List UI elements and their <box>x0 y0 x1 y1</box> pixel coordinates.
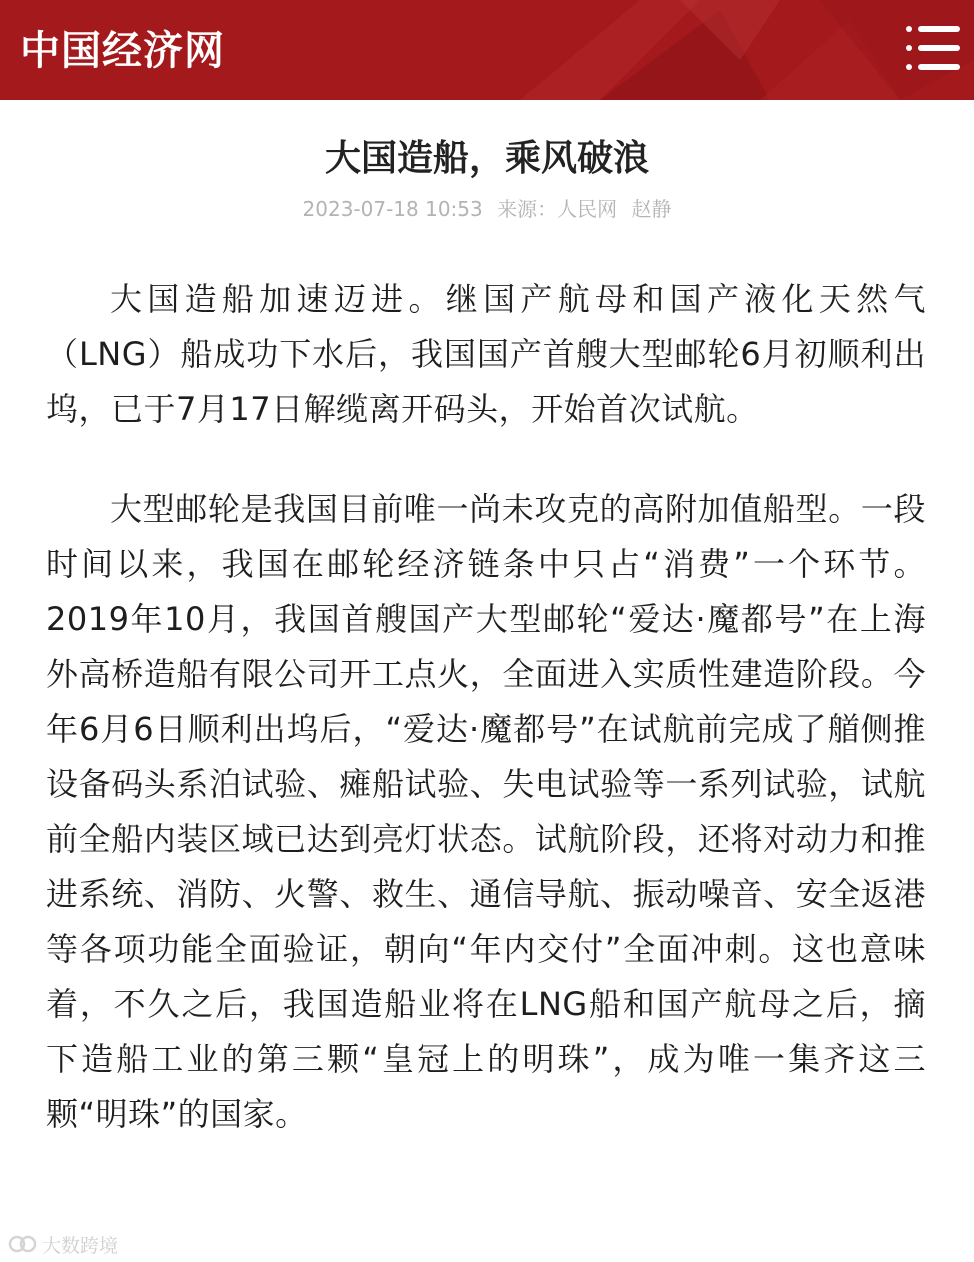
article-meta <box>0 194 974 224</box>
site-logo[interactable]: 中国经济网 <box>20 27 225 74</box>
article-paragraph: 大国造船加速迈进。继国产航母和国产液化天然气（LNG）船成功下水后，我国国产首艘大型邮轮6月初顺利出坞，已于7月17日解缆离开码头，开始首次试航。 <box>46 280 926 428</box>
watermark-text: 大数跨境 <box>42 1234 119 1257</box>
watermark <box>8 1230 118 1258</box>
article-date: 2023-07-18 10:53 <box>302 197 483 221</box>
article-body <box>46 272 926 1142</box>
article-source: 来源：人民网 <box>497 197 618 221</box>
article-title: 大国造船，乘风破浪 <box>324 138 649 179</box>
article-author: 赵静 <box>631 197 672 221</box>
site-header <box>0 0 974 100</box>
hamburger-menu-icon <box>904 22 962 74</box>
menu-button[interactable] <box>904 22 962 74</box>
watermark-logo-icon <box>8 1233 38 1255</box>
article-paragraph: 大型邮轮是我国目前唯一尚未攻克的高附加值船型。一段时间以来，我国在邮轮经济链条中只占“消费”一个环节。2019年10月，我国首艘国产大型邮轮“爱达·魔都号”在上海外高桥造船有限公司开工点火，全面进入实质性建造阶段。今年6月6日顺利出坞后，“爱达·魔都号”在试航前完成了艏侧推设备码头系泊试验、瘫船试验、失电试验等一系列试验，试航前全船内装区域已达到亮灯状态。试航阶段，还将对动力和推进系统、消防、火警、救生、通信导航、振动噪音、安全返港等各项功能全面验证，朝向“年内交付”全面冲刺。这也意味着，不久之后，我国造船业将在LNG船和国产航母之后，摘下造船工业的第三颗“皇冠上的明珠”，成为唯一集齐这三颗“明珠”的国家。 <box>46 490 926 1133</box>
